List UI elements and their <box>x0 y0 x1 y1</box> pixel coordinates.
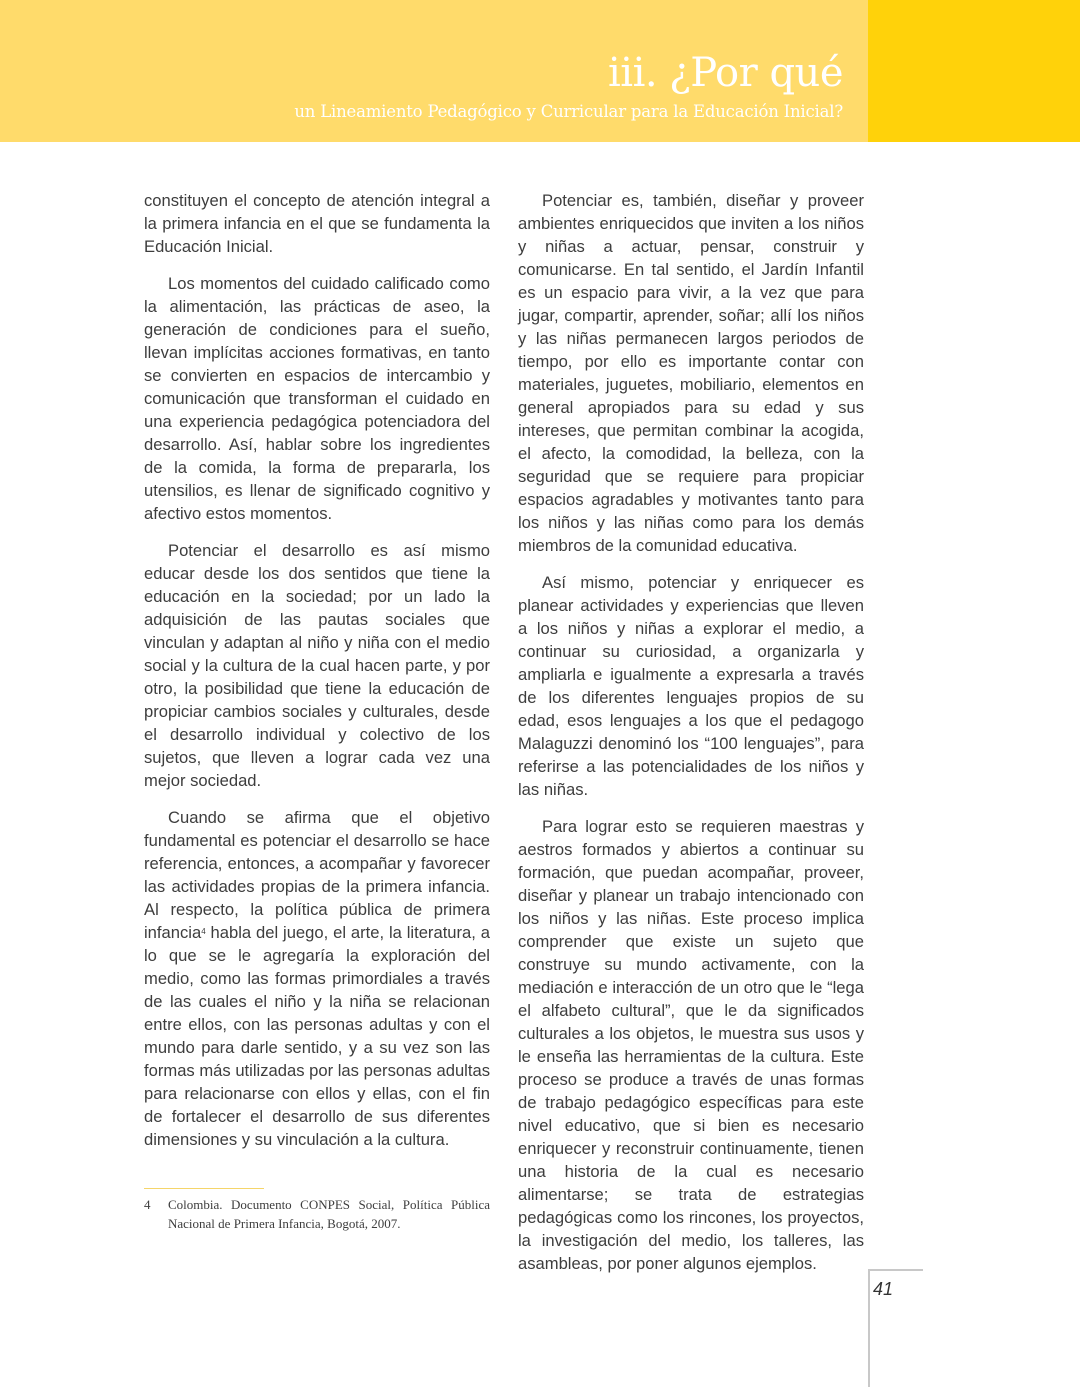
page-number-frame-vertical <box>868 1269 870 1387</box>
paragraph: Así mismo, potenciar y enriquecer es planear actividades y experiencias que lleven a los niños y niñas a explorar el medio, a continuar su curiosidad, a organizarla y ampliarla e igualmente a expresarla a través de los diferentes lenguajes propios de su edad, esos lenguajes a los que el pedagogo Malaguzzi denominó los “100 lenguajes”, para referirse a las potencialidades de los niños y las niñas. <box>518 573 864 799</box>
chapter-subtitle: un Lineamiento Pedagógico y Curricular para la Educación Inicial? <box>294 102 843 121</box>
footnote-text: Colombia. Documento CONPES Social, Política Pública Nacional de Primera Infancia, Bogotá, 2007. <box>168 1197 490 1231</box>
paragraph: Los momentos del cuidado calificado como la alimentación, las prácticas de aseo, la generación de condiciones para el sueño, llevan implícitas acciones formativas, en tanto se convierten en espacios de intercambio y comunicación que transforman el cuidado en una experiencia pedagógica potenciadora del desarrollo. Así, hablar sobre los ingredientes de la comida, la forma de prepararla, los utensilios, es llenar de significado cognitivo y afectivo estos momentos. <box>144 274 490 523</box>
footnote-number: 4 <box>144 1197 151 1212</box>
chapter-header <box>0 0 1080 142</box>
paragraph: Para lograr esto se requieren maestras y aestros formados y abiertos a continuar su formación, que puedan acompañar, proveer, diseñar y planear un trabajo intencionado con los niños y las niñas. Este proceso implica comprender que existe un sujeto que construye su mundo activamente, con la mediación e interacción de un otro que le “lega el alfabeto cultural”, que le da significados culturales a los objetos, le muestra sus usos y le enseña las herramientas de la cultura. Este proceso se produce a través de unas formas de trabajo pedagógico específicas para este nivel educativo, que si bien es necesario enriquecer y reconstruir continuamente, tienen una historia de la cual es necesario alimentarse; se trata de estrategias pedagógicas como los rincones, los proyectos, la investigación del medio, los talleres, las asambleas, por poner algunos ejemplos. <box>518 817 864 1273</box>
paragraph-text: Cuando se afirma que el objetivo fundamental es potenciar el desarrollo se hace referencia, entonces, a acompañar y favorecer las actividades propias de la primera infancia. Al respecto, la política pública de primera infancia <box>144 808 490 942</box>
footnote-divider <box>144 1188 264 1189</box>
left-column <box>144 189 490 1165</box>
footnote <box>144 1195 490 1233</box>
paragraph: Potenciar el desarrollo es así mismo educar desde los dos sentidos que tiene la educación en la sociedad; por un lado la adquisición de las pautas sociales que vinculan y adaptan al niño y niña con el medio social y la cultura de la cual hacen parte, y por otro, la posibilidad que tiene la educación de propiciar cambios sociales y culturales, desde el desarrollo individual y colectivo de los sujetos, que lleven a lograr cada vez una mejor sociedad. <box>144 541 490 790</box>
paragraph-text: habla del juego, el arte, la literatura, a lo que se le agregaría la exploración del medio, como las formas primordiales a través de las cuales el niño y la niña se relacionan entre ellos, con las personas adultas y con el mundo para darle sentido, y a su vez son las formas más utilizadas por las personas adultas para relacionarse con ellos y ellas, con el fin de fortalecer el desarrollo de sus diferentes dimensiones y su vinculación a la cultura. <box>144 923 490 1149</box>
footnote-reference[interactable]: 4 <box>201 927 206 936</box>
paragraph: Potenciar es, también, diseñar y proveer ambientes enriquecidos que inviten a los niños y niñas a actuar, pensar, construir y comunicarse. En tal sentido, el Jardín Infantil es un espacio para vivir, a la vez que para jugar, compartir, aprender, soñar; allí los niños y las niñas permanecen largos periodos de tiempo, por ello es importante contar con materiales, juguetes, mobiliario, elementos en general apropiados para su edad y sus intereses, que permitan combinar la acogida, el afecto, la comodidad, la belleza, con la seguridad que se requiere para propiciar espacios agradables y motivantes tanto para los niños y las niñas como para los demás miembros de la comunidad educativa. <box>518 191 864 555</box>
page-number: 41 <box>873 1279 894 1299</box>
right-column <box>518 189 864 1289</box>
page-number-frame-horizontal <box>868 1269 923 1271</box>
chapter-title: iii. ¿Por qué <box>607 50 843 96</box>
header-accent-block <box>868 0 1080 142</box>
paragraph-with-footnote <box>144 806 490 1151</box>
paragraph: constituyen el concepto de atención integral a la primera infancia en el que se fundamenta la Educación Inicial. <box>144 191 490 256</box>
